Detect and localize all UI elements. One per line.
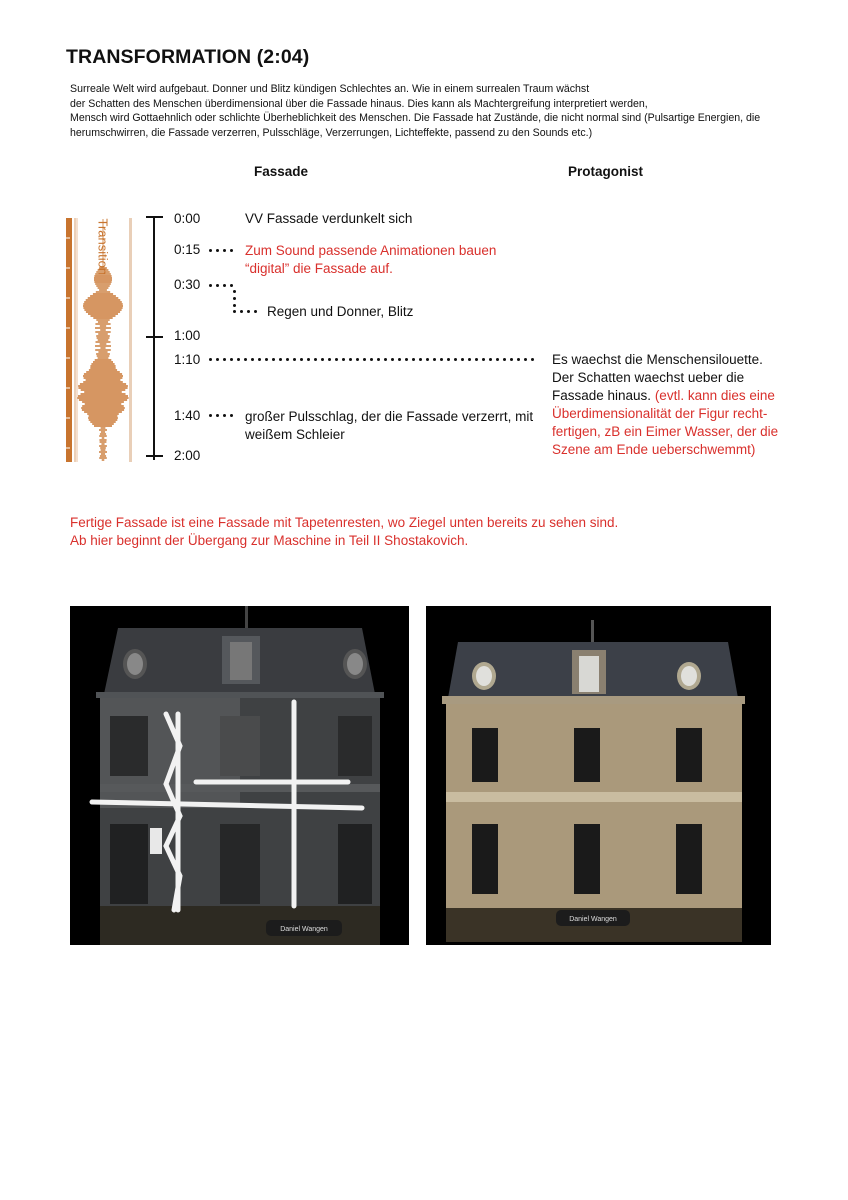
intro-line: Mensch wird Gottaehnlich oder schlichte Überheblichkeit des Menschen. Die Fassade hat Zustände, die nicht normal sind (Pulsartige Energien, die: [70, 112, 761, 125]
leader-dot: [286, 358, 289, 361]
leader-dot: [247, 310, 250, 313]
protagonist-description: [552, 351, 778, 459]
leader-dot: [233, 304, 236, 307]
leader-dot: [216, 284, 219, 287]
leader-dot: [335, 358, 338, 361]
leader-dot: [489, 358, 492, 361]
leader-dot: [440, 358, 443, 361]
facade-render-dark: [70, 606, 409, 945]
leader-dot: [209, 358, 212, 361]
leader-dot: [233, 297, 236, 300]
leader-dot: [510, 358, 513, 361]
leader-dot: [293, 358, 296, 361]
event-line: weißem Schleier: [245, 427, 345, 442]
leader-dot: [251, 358, 254, 361]
protagonist-note: (evtl. kann dies eine: [651, 388, 775, 403]
waveform-label-box: [95, 218, 111, 298]
leader-dot: [216, 414, 219, 417]
event-0000: VV Fassade verdunkelt sich: [245, 211, 413, 226]
protagonist-line: Es waechst die Menschensilouette.: [552, 352, 763, 367]
timestamp: 0:00: [174, 211, 201, 226]
leader-dot: [405, 358, 408, 361]
leader-dot: [307, 358, 310, 361]
leader-dot: [461, 358, 464, 361]
leader-dot: [328, 358, 331, 361]
leader-dot: [524, 358, 527, 361]
leader-dot: [503, 358, 506, 361]
leader-dot: [370, 358, 373, 361]
leader-dot: [223, 358, 226, 361]
leader-dot: [230, 249, 233, 252]
conclusion-line: Fertige Fassade ist eine Fassade mit Tapetenresten, wo Ziegel unten bereits zu sehen sind.: [70, 515, 619, 530]
leader-dot: [300, 358, 303, 361]
leader-dot: [342, 358, 345, 361]
leader-dot: [349, 358, 352, 361]
leader-dot: [391, 358, 394, 361]
leader-dot: [209, 414, 212, 417]
image-caption: Daniel Wangen: [569, 916, 617, 923]
leader-dot: [356, 358, 359, 361]
intro-line: herumschwirren, die Fassade verzerren, Pulsschläge, Verzerrungen, Lichteffekte, passend zu den Sounds etc.): [70, 126, 593, 139]
leader-dot: [265, 358, 268, 361]
event-line: großer Pulsschlag, der die Fassade verzerrt, mit: [245, 409, 534, 424]
leader-dot: [233, 290, 236, 293]
timestamp: 2:00: [174, 448, 201, 463]
leader-dot: [223, 414, 226, 417]
intro-line: der Schatten des Menschen überdimensional über die Fassade hinaus. Dies kann als Machtergreifung interpretiert werden,: [70, 97, 648, 110]
leader-dot: [412, 358, 415, 361]
leader-dot: [496, 358, 499, 361]
leader-dot: [517, 358, 520, 361]
leader-dot: [279, 358, 282, 361]
event-line: Zum Sound passende Animationen bauen: [245, 243, 497, 258]
leader-dot: [454, 358, 457, 361]
leader-dot: [433, 358, 436, 361]
leader-dot: [223, 284, 226, 287]
column-header-protagonist: Protagonist: [568, 164, 644, 179]
leader-dot: [240, 310, 243, 313]
protagonist-line: [552, 387, 778, 405]
leader-dot: [258, 358, 261, 361]
leader-dot: [244, 358, 247, 361]
protagonist-line: Der Schatten waechst ueber die: [552, 370, 745, 385]
leader-dot: [447, 358, 450, 361]
leader-dot: [216, 249, 219, 252]
event-0030: Regen und Donner, Blitz: [267, 304, 414, 319]
facade-render-textured: [426, 606, 771, 945]
leader-dot: [209, 284, 212, 287]
leader-dot: [426, 358, 429, 361]
leader-dot: [377, 358, 380, 361]
event-0140: [245, 408, 533, 444]
leader-dot: [363, 358, 366, 361]
leader-dot: [209, 249, 212, 252]
leader-dot: [314, 358, 317, 361]
leader-dot: [237, 358, 240, 361]
leader-dot: [419, 358, 422, 361]
leader-dot: [230, 414, 233, 417]
timeline-tick: [146, 455, 163, 457]
protagonist-note-line: fertigen, zB ein Eimer Wasser, der die: [552, 424, 779, 439]
timestamp: 1:00: [174, 328, 201, 343]
timeline-axis: [153, 216, 155, 460]
leader-dot: [321, 358, 324, 361]
leader-dot: [230, 284, 233, 287]
intro-paragraph: [70, 82, 760, 140]
conclusion-paragraph: [70, 514, 618, 550]
timeline-tick: [146, 216, 163, 218]
leader-dot: [254, 310, 257, 313]
leader-dot: [531, 358, 534, 361]
event-line: “digital” die Fassade auf.: [245, 261, 393, 276]
page-title: TRANSFORMATION (2:04): [66, 46, 310, 68]
protagonist-note-line: Überdimensionalität der Figur recht-: [552, 406, 768, 421]
leader-dot: [398, 358, 401, 361]
protagonist-text: Fassade hinaus.: [552, 388, 652, 403]
leader-dot: [475, 358, 478, 361]
column-header-fassade: Fassade: [254, 164, 309, 179]
leader-dot: [384, 358, 387, 361]
timeline-tick: [146, 336, 163, 338]
timestamp: 1:10: [174, 352, 201, 367]
leader-dot: [272, 358, 275, 361]
timestamp: 0:15: [174, 242, 201, 257]
leader-dot: [223, 249, 226, 252]
timestamp: 0:30: [174, 277, 201, 292]
timestamp: 1:40: [174, 408, 201, 423]
leader-dot: [230, 358, 233, 361]
waveform-label: Transition: [95, 218, 111, 276]
leader-dot: [468, 358, 471, 361]
leader-dot: [216, 358, 219, 361]
image-caption: Daniel Wangen: [280, 926, 328, 933]
leader-dot: [482, 358, 485, 361]
leader-dot: [233, 310, 236, 313]
intro-line: Surreale Welt wird aufgebaut. Donner und Blitz kündigen Schlechtes an. Wie in einem surrealen Traum wächst: [70, 83, 590, 95]
protagonist-note-line: Szene am Ende ueberschwemmt): [552, 442, 756, 457]
conclusion-line: Ab hier beginnt der Übergang zur Maschine in Teil II Shostakovich.: [70, 533, 469, 548]
event-0015: [245, 242, 496, 278]
